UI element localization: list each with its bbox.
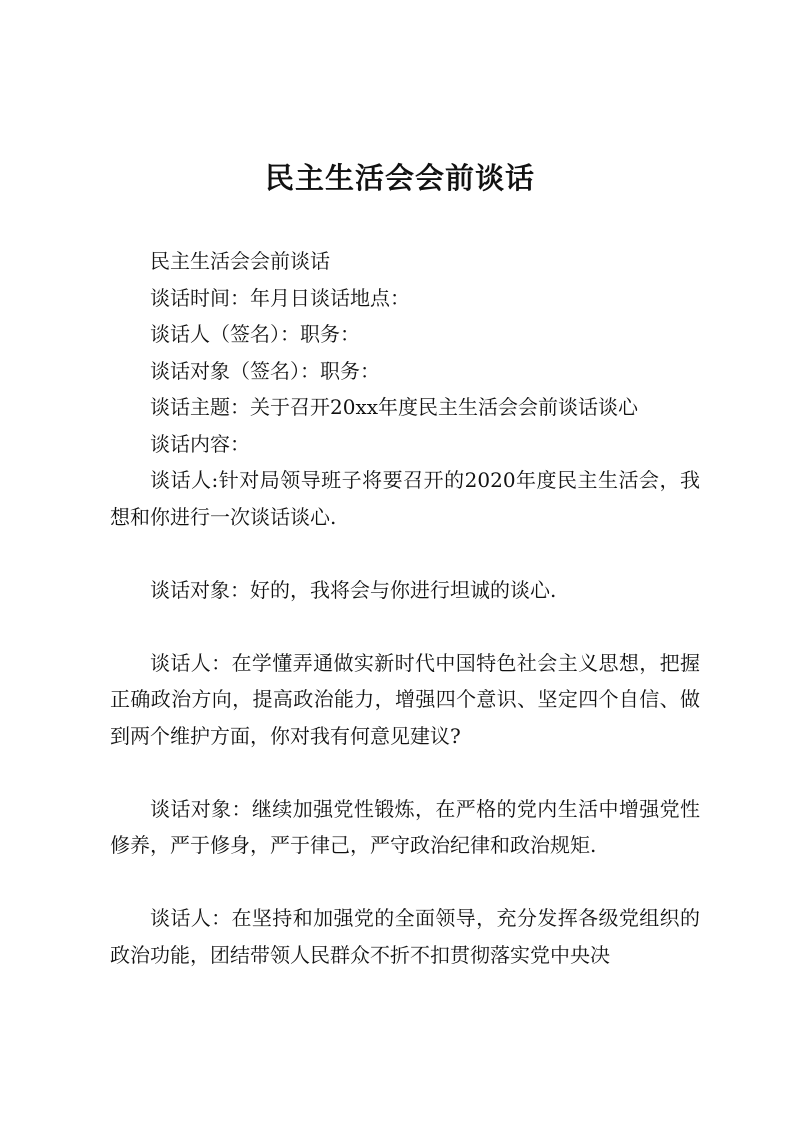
paragraph-speaker: 谈话人（签名）：职务： bbox=[150, 322, 360, 346]
document-body bbox=[110, 243, 700, 973]
paragraph-content-label: 谈话内容： bbox=[150, 431, 250, 456]
paragraph-time-location: 谈话时间：年月日谈话地点： bbox=[150, 285, 410, 310]
paragraph-dialogue-1: 谈话人:针对局领导班子将要召开的2020年度民主生活会，我想和你进行一次谈话谈心. bbox=[110, 468, 700, 529]
paragraph-heading: 民主生活会会前谈话 bbox=[150, 249, 330, 273]
paragraph-dialogue-4: 谈话对象：继续加强党性锻炼，在严格的党内生活中增强党性修养，严于修身，严于律己，严守政治纪律和政治规矩. bbox=[110, 796, 700, 857]
document-title: 民主生活会会前谈话 bbox=[264, 161, 535, 195]
paragraph-dialogue-2: 谈话对象：好的，我将会与你进行坦诚的谈心. bbox=[150, 577, 557, 602]
paragraph-interviewee: 谈话对象（签名）：职务： bbox=[150, 358, 380, 383]
paragraph-dialogue-3: 谈话人：在学懂弄通做实新时代中国特色社会主义思想，把握正确政治方向，提高政治能力，增强四个意识、坚定四个自信、做到两个维护方面，你对我有何意见建议? bbox=[110, 650, 700, 748]
paragraph-dialogue-5: 谈话人：在坚持和加强党的全面领导，充分发挥各级党组织的政治功能，团结带领人民群众不折不扣贯彻落实党中央决 bbox=[110, 906, 700, 967]
paragraph-topic: 谈话主题：关于召开20xx年度民主生活会会前谈话谈心 bbox=[150, 395, 639, 419]
